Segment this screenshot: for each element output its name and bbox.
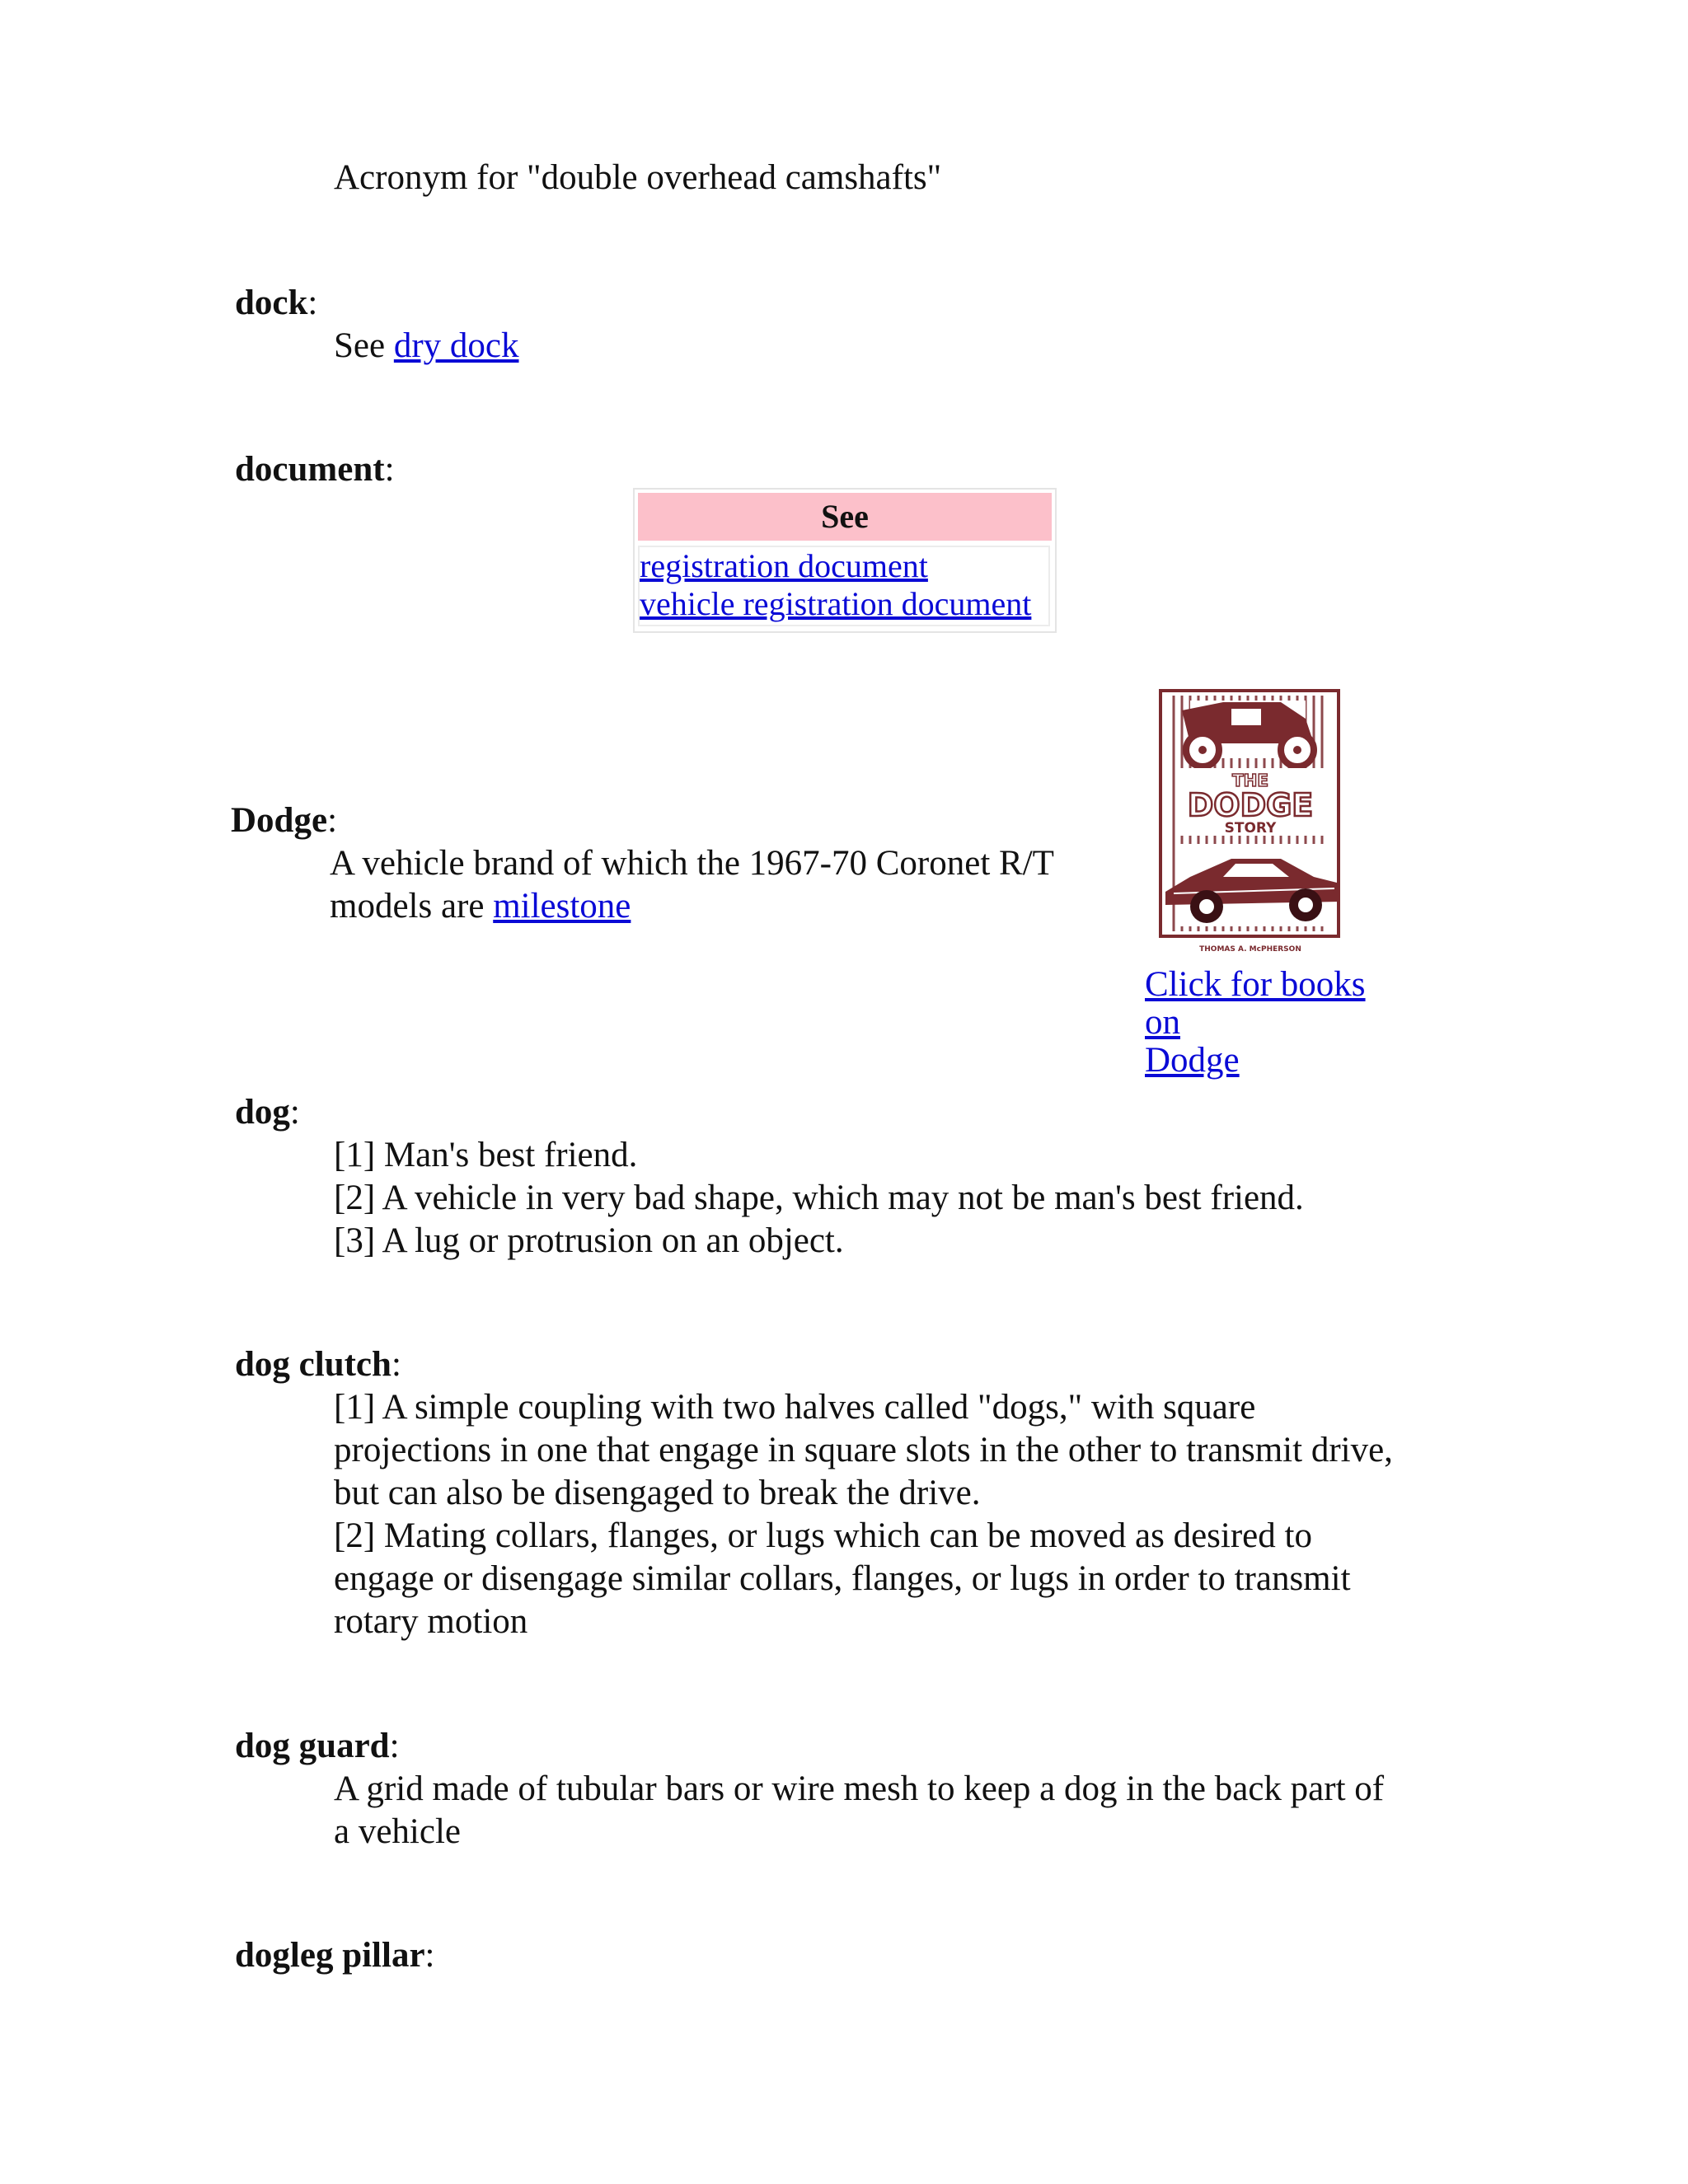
def-dog-clutch	[334, 1386, 1393, 1643]
book-title-dodge: DODGE	[1187, 787, 1314, 823]
intro-definition: Acronym for "double overhead camshafts"	[334, 158, 942, 197]
term-dock-label: dock	[235, 284, 308, 322]
def-dog-guard-line: a vehicle	[334, 1812, 461, 1851]
book-title-story: STORY	[1224, 820, 1277, 837]
term-colon: :	[389, 1727, 400, 1765]
term-colon: :	[327, 801, 338, 840]
dodge-book-cover-image	[1157, 686, 1343, 958]
term-dog-clutch	[235, 1343, 401, 1386]
term-dogleg-pillar	[235, 1934, 435, 1977]
def-dog-clutch-line: engage or disengage similar collars, flanges, or lugs in order to transmit	[334, 1559, 1351, 1598]
def-dog-line: [3] A lug or protrusion on an object.	[334, 1221, 844, 1260]
term-colon: :	[289, 1093, 300, 1132]
term-dog	[235, 1091, 300, 1134]
def-dodge	[330, 842, 1054, 928]
def-dock	[334, 325, 519, 368]
def-dog-line: [1] Man's best friend.	[334, 1136, 638, 1174]
term-dog-guard	[235, 1725, 400, 1768]
term-colon: :	[307, 284, 318, 322]
def-dodge-line2	[330, 885, 1054, 928]
link-books-on-dodge[interactable]	[1145, 965, 1366, 1080]
def-dog-guard	[334, 1768, 1384, 1854]
book-title-the: THE	[1231, 771, 1269, 790]
term-colon: :	[424, 1936, 435, 1975]
term-document	[235, 448, 395, 491]
book-caption	[1145, 966, 1409, 1080]
term-dogleg-pillar-label: dogleg pillar	[235, 1936, 425, 1975]
def-dog-clutch-line: but can also be disengaged to break the drive.	[334, 1474, 981, 1512]
def-dodge-line1: A vehicle brand of which the 1967-70 Coronet R/T	[330, 844, 1054, 883]
def-dog-guard-line: A grid made of tubular bars or wire mesh to keep a dog in the back part of	[334, 1769, 1385, 1808]
see-also-header: See	[638, 493, 1052, 541]
term-dodge-label: Dodge	[231, 801, 328, 840]
term-document-label: document	[235, 450, 385, 489]
term-dog-guard-label: dog guard	[235, 1727, 390, 1765]
def-dog-clutch-line: rotary motion	[334, 1602, 528, 1641]
see-also-table	[633, 488, 1057, 633]
link-milestone[interactable]: milestone	[493, 887, 631, 926]
def-dog-clutch-line: [1] A simple coupling with two halves called "dogs," with square	[334, 1388, 1256, 1427]
link-vehicle-registration-document[interactable]: vehicle registration document	[640, 585, 1032, 622]
term-dog-clutch-label: dog clutch	[235, 1345, 392, 1384]
def-dog	[334, 1134, 1304, 1263]
term-dodge	[231, 799, 337, 842]
link-registration-document[interactable]: registration document	[640, 547, 928, 584]
def-dog-clutch-line: projections in one that engage in square slots in the other to transmit drive,	[334, 1431, 1393, 1469]
term-dock	[235, 282, 317, 325]
term-dog-label: dog	[235, 1093, 290, 1132]
term-colon: :	[384, 450, 395, 489]
term-colon: :	[391, 1345, 401, 1384]
def-dodge-line2-prefix: models are	[330, 887, 494, 926]
book-author: THOMAS A. McPHERSON	[1199, 945, 1301, 954]
book-caption-line2: Dodge	[1145, 1041, 1240, 1080]
vintage-car-icon	[1182, 701, 1314, 766]
def-dog-clutch-line: [2] Mating collars, flanges, or lugs which can be moved as desired to	[334, 1516, 1312, 1555]
link-dry-dock[interactable]: dry dock	[393, 326, 519, 365]
see-prefix: See	[334, 326, 394, 365]
book-caption-line1: Click for books on	[1145, 965, 1366, 1042]
dodge-book-cover-link[interactable]	[1157, 686, 1343, 958]
def-dog-line: [2] A vehicle in very bad shape, which may not be man's best friend.	[334, 1179, 1304, 1217]
muscle-car-icon	[1165, 844, 1340, 926]
see-also-links	[638, 546, 1050, 626]
